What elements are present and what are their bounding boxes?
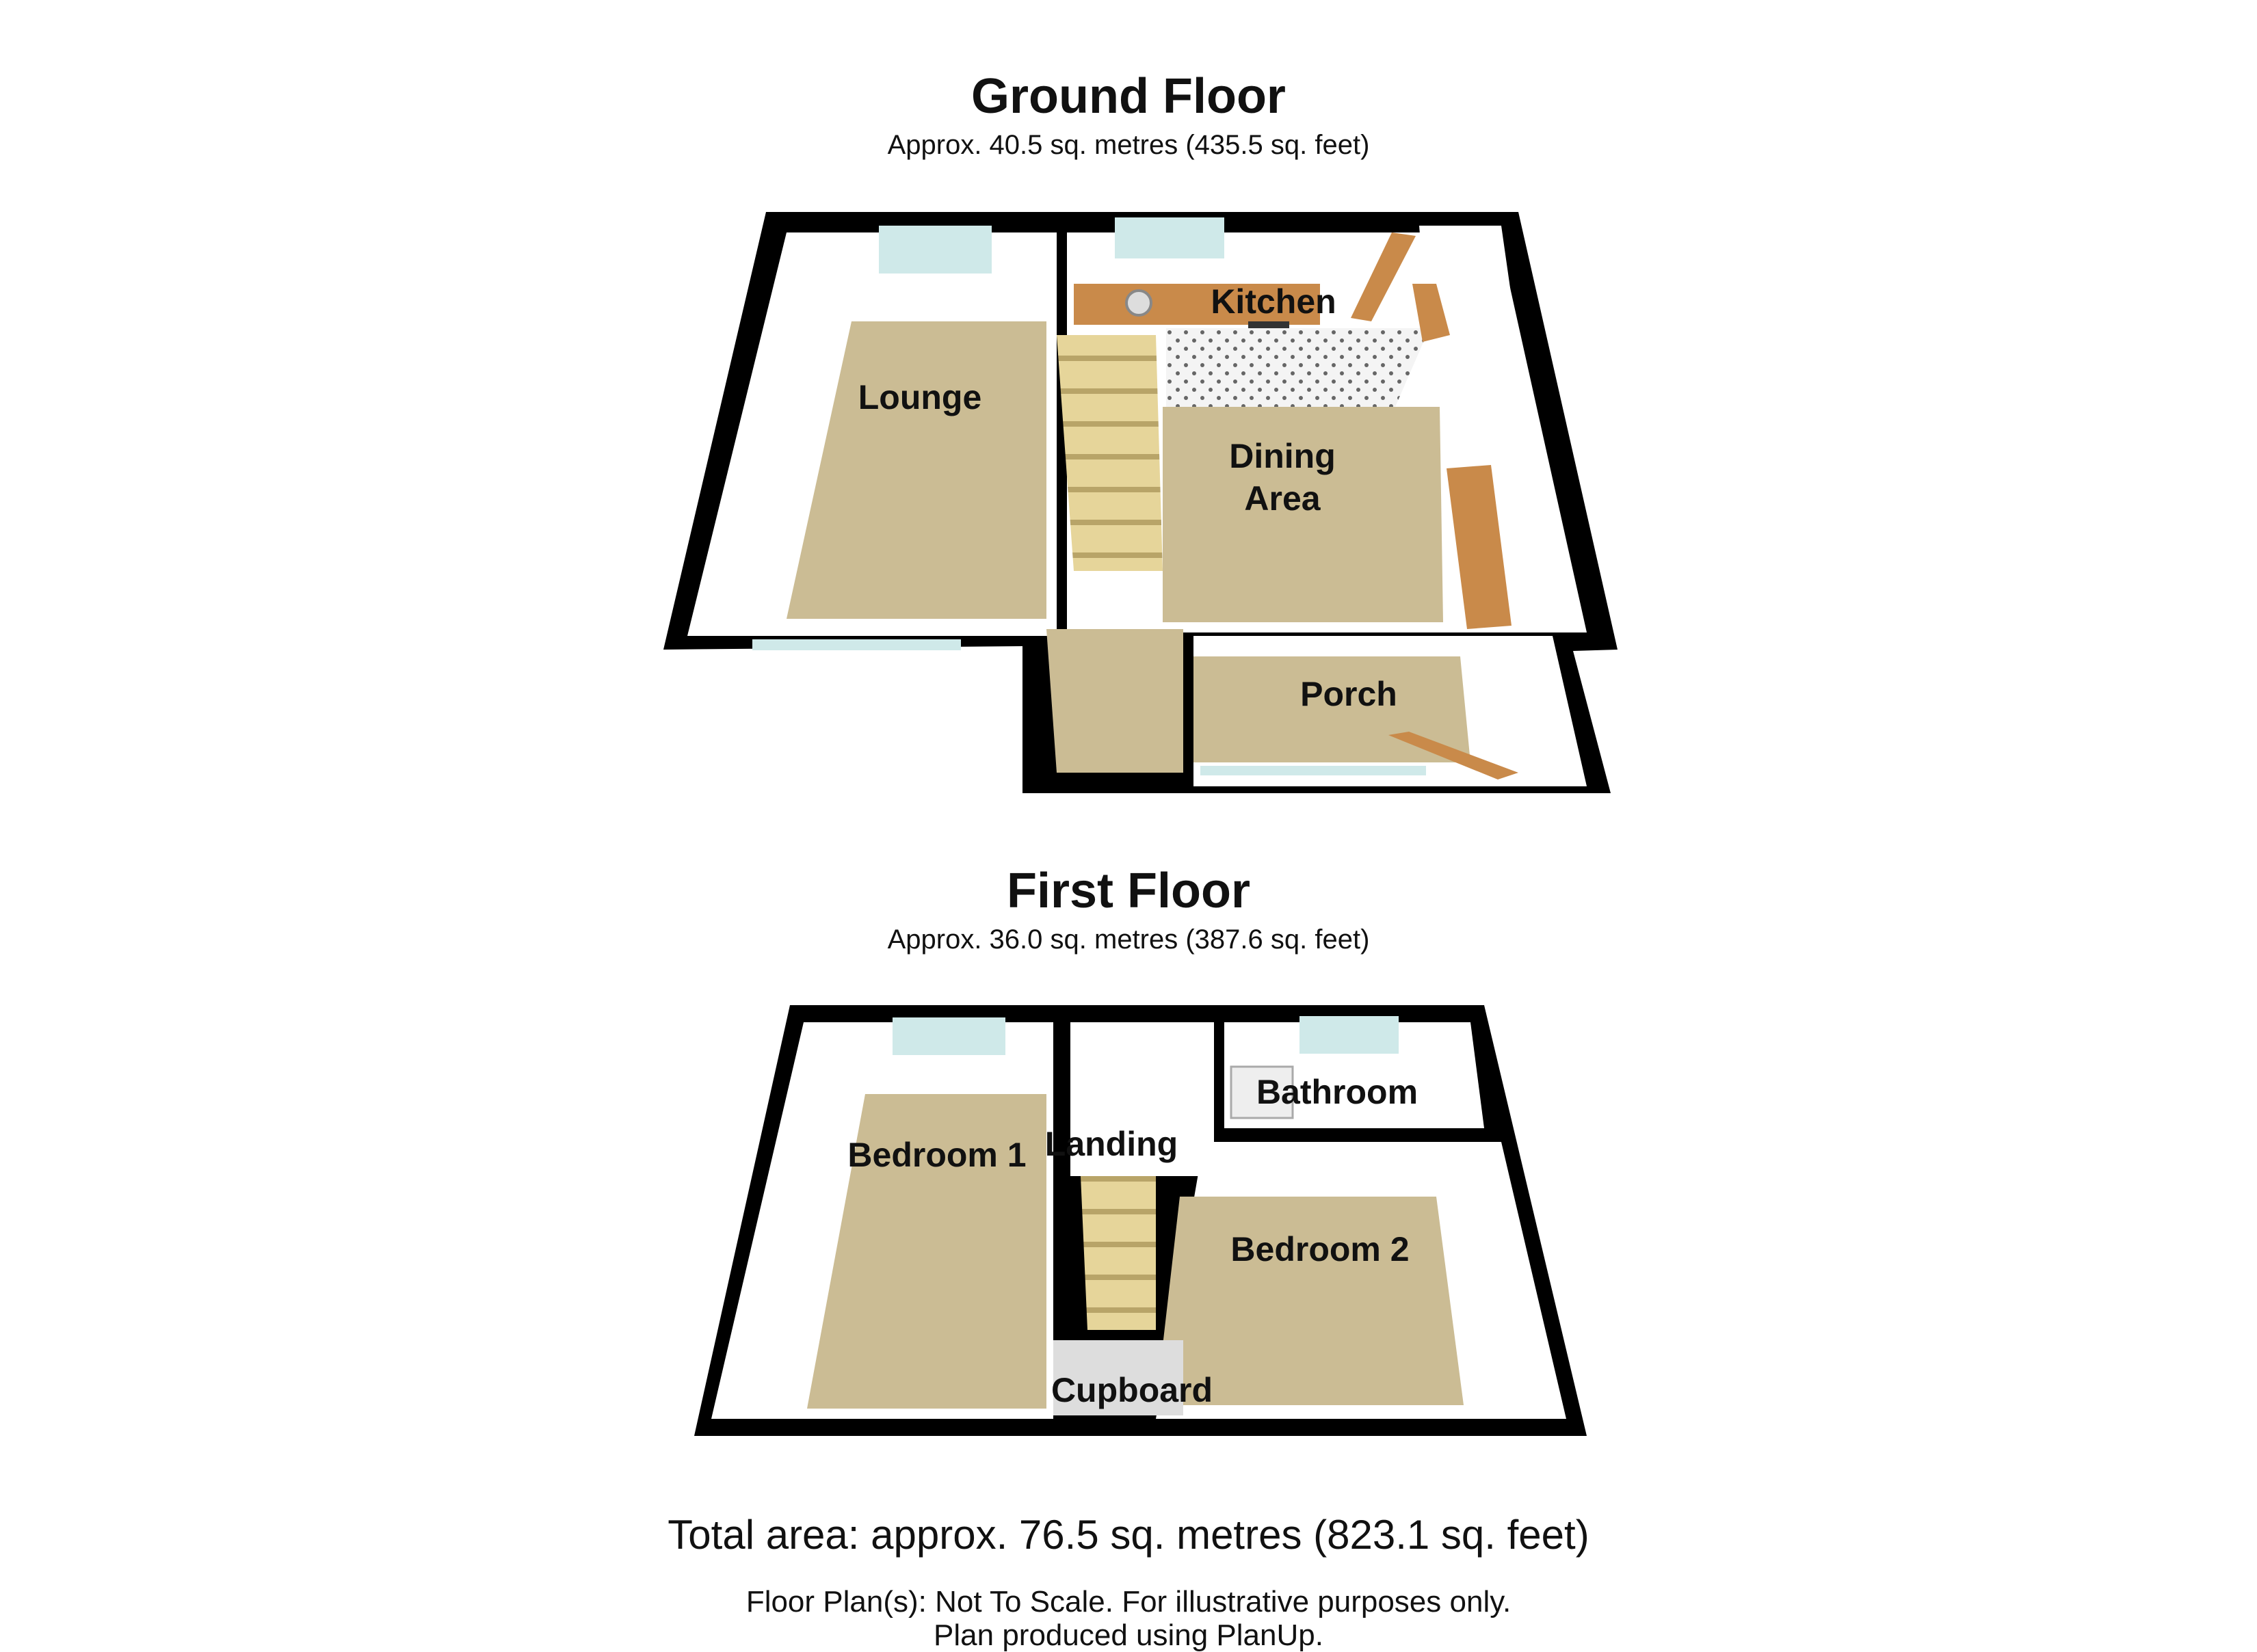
room-label-bathroom: Bathroom <box>1256 1073 1418 1111</box>
ground-floor-area: Approx. 40.5 sq. metres (435.5 sq. feet) <box>887 130 1370 160</box>
lounge-bottom-window <box>752 639 961 650</box>
room-label-lounge: Lounge <box>858 378 982 416</box>
room-label-cupboard: Cupboard <box>1051 1371 1213 1409</box>
sink-icon <box>1126 291 1151 315</box>
ground-floor-plan <box>663 212 1618 793</box>
first-floor-area: Approx. 36.0 sq. metres (387.6 sq. feet) <box>887 924 1370 955</box>
ground-floor-title: Ground Floor <box>971 69 1286 124</box>
disclaimer-line-2: Plan produced using PlanUp. <box>934 1618 1323 1652</box>
ground-stairs <box>1057 335 1163 571</box>
bedroom1-window <box>893 1017 1005 1055</box>
hall-floor-area <box>1046 629 1183 773</box>
porch-window <box>1200 766 1426 775</box>
room-label-porch: Porch <box>1300 675 1397 713</box>
room-label-dining: Dining <box>1229 437 1336 475</box>
room-label-bedroom-1: Bedroom 1 <box>847 1136 1027 1174</box>
total-area: Total area: approx. 76.5 sq. metres (823.1 sq. feet) <box>668 1512 1589 1558</box>
bathroom-window <box>1299 1016 1399 1054</box>
room-label-bedroom-2: Bedroom 2 <box>1230 1230 1410 1268</box>
landing-stairs <box>1081 1176 1156 1330</box>
disclaimer-line-1: Floor Plan(s): Not To Scale. For illustrative purposes only. <box>745 1585 1512 1618</box>
lounge-window <box>879 226 992 274</box>
room-label-kitchen: Kitchen <box>1211 282 1336 321</box>
room-label-landing: Landing <box>1044 1125 1178 1163</box>
kitchen-window <box>1115 217 1224 258</box>
kitchen-tiled-floor <box>1166 328 1429 407</box>
first-floor-title: First Floor <box>1007 864 1250 918</box>
room-label-area: Area <box>1244 479 1321 518</box>
